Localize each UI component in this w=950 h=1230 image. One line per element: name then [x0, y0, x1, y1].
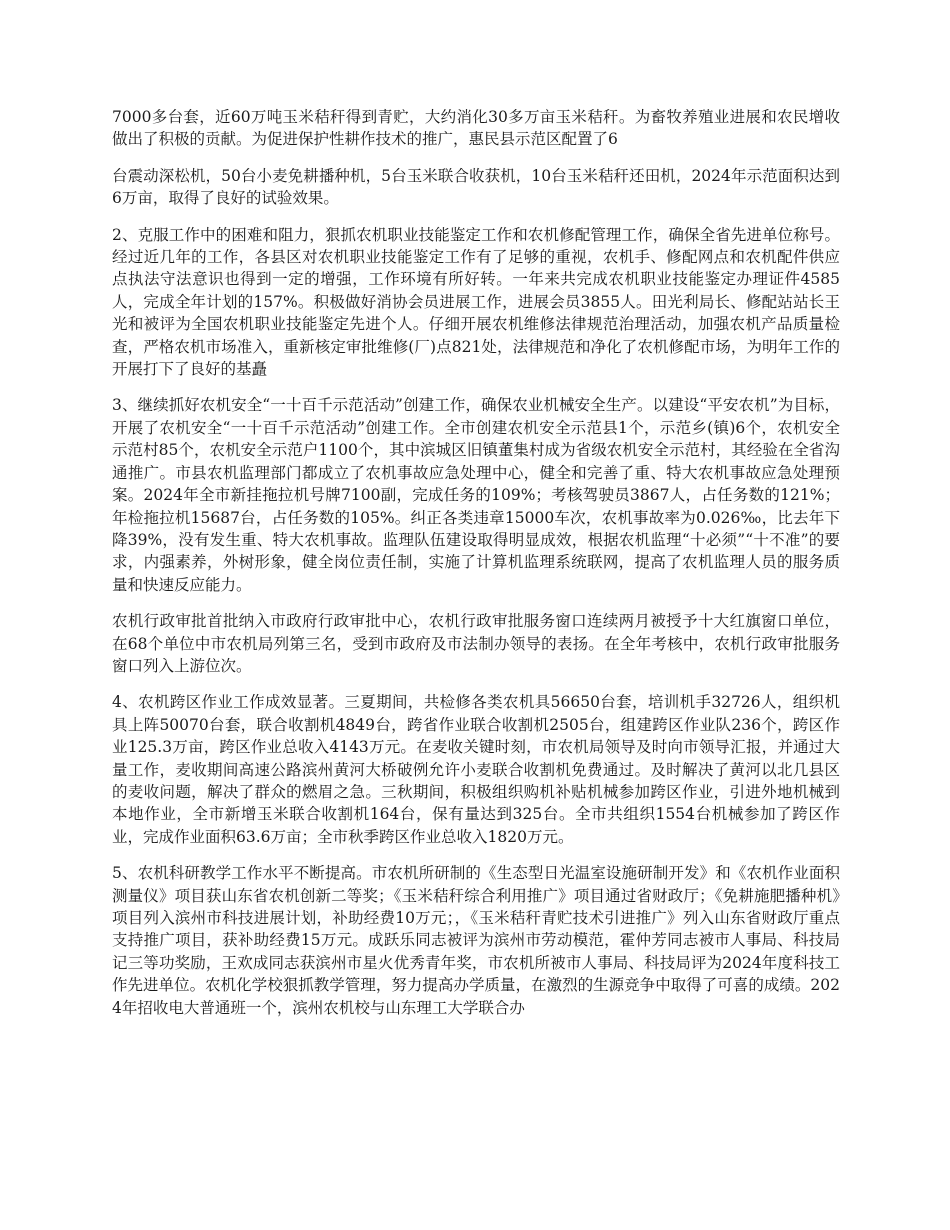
- paragraph-machinery-safety: 3、继续抓好农机安全“一十百千示范活动”创建工作，确保农业机械安全生产。以建设“平安农机”为目标，开展了农机安全“一十百千示范活动”创建工作。全市创建农机安全示范县1个，示范乡(镇)6个，农机安全示范村85个，农机安全示范户1100个，其中滨城区旧镇董集村成为省级农机安全示范村，其经验在全省沟通推广。市县农机监理部门都成立了农机事故应急处理中心，健全和完善了重、特大农机事故应急处理预案。2024年全市新挂拖拉机号牌7100副，完成任务的109%；考核驾驶员3867人，占任务数的121%；年检拖拉机15687台，占任务数的105%。纠正各类违章15000车次，农机事故率为0.026‰，比去年下降39%，没有发生重、特大农机事故。监理队伍建设取得明显成效，根据农机监理“十必须”“十不准”的要求，内强素养，外树形象，健全岗位责任制，实施了计算机监理系统联网，提高了农机监理人员的服务质量和快速反应能力。: [112, 396, 840, 594]
- document-body: [112, 106, 840, 1033]
- paragraph-demo-machinery: 台震动深松机，50台小麦免耕播种机，5台玉米联合收获机，10台玉米秸秆还田机，2024年示范面积达到6万亩，取得了良好的试验效果。: [112, 166, 840, 208]
- paragraph-skill-certification: 2、克服工作中的困难和阻力，狠抓农机职业技能鉴定工作和农机修配管理工作，确保全省先进单位称号。经过近几年的工作，各县区对农机职业技能鉴定工作有了足够的重视，农机手、修配网点和农机配件供应点执法守法意识也得到一定的增强，工作环境有所好转。一年来共完成农机职业技能鉴定办理证件4585人，完成全年计划的157%。积极做好消协会员进展工作，进展会员3855人。田光利局长、修配站站长王光和被评为全国农机职业技能鉴定先进个人。仔细开展农机维修法律规范治理活动，加强农机产品质量检查，严格农机市场准入，重新核定审批维修(厂)点821处，法律规范和净化了农机修配市场，为明年工作的开展打下了良好的基矗: [112, 225, 840, 379]
- paragraph-administrative-approval: 农机行政审批首批纳入市政府行政审批中心，农机行政审批服务窗口连续两月被授予十大红旗窗口单位，在68个单位中市农机局列第三名，受到市政府及市法制办领导的表扬。在全年考核中，农机行政审批服务窗口列入上游位次。: [112, 612, 840, 675]
- paragraph-research-teaching: 5、农机科研教学工作水平不断提高。市农机所研制的《生态型日光温室设施研制开发》和《农机作业面积测量仪》项目获山东省农机创新二等奖；《玉米秸秆综合利用推广》项目通过省财政厅；《免耕施肥播种机》项目列入滨州市科技进展计划，补助经费10万元；，《玉米秸秆青贮技术引进推广》列入山东省财政厅重点支持推广项目，获补助经费15万元。成跃乐同志被评为滨州市劳动模范，霍仲芳同志被市人事局、科技局记三等功奖励，王欢成同志获滨州市星火优秀青年奖，市农机所被市人事局、科技局评为2024年度科技工作先进单位。农机化学校狠抓教学管理，努力提高办学质量，在激烈的生源竞争中取得了可喜的成绩。2024年招收电大普通班一个，滨州农机校与山东理工大学联合办: [112, 864, 840, 1017]
- paragraph-silage-intro: 7000多台套，近60万吨玉米秸秆得到青贮，大约消化30多万亩玉米秸秆。为畜牧养殖业进展和农民增收做出了积极的贡献。为促进保护性耕作技术的推广，惠民县示范区配置了6: [112, 108, 840, 149]
- paragraph-cross-region-operations: 4、农机跨区作业工作成效显著。三夏期间，共检修各类农机具56650台套，培训机手32726人，组织机具上阵50070台套，联合收割机4849台，跨省作业联合收割机2505台，组建跨区作业队236个，跨区作业125.3万亩，跨区作业总收入4143万元。在麦收关键时刻，市农机局领导及时向市领导汇报，并通过大量工作，麦收期间高速公路滨州黄河大桥破例允许小麦联合收割机免费通过。及时解决了黄河以北几县区的麦收问题，解决了群众的燃眉之急。三秋期间，积极组织购机补贴机械参加跨区作业，引进外地机械到本地作业，全市新增玉米联合收割机164台，保有量达到325台。全市共组织1554台机械参加了跨区作业，完成作业面积63.6万亩；全市秋季跨区作业总收入1820万元。: [112, 693, 840, 846]
